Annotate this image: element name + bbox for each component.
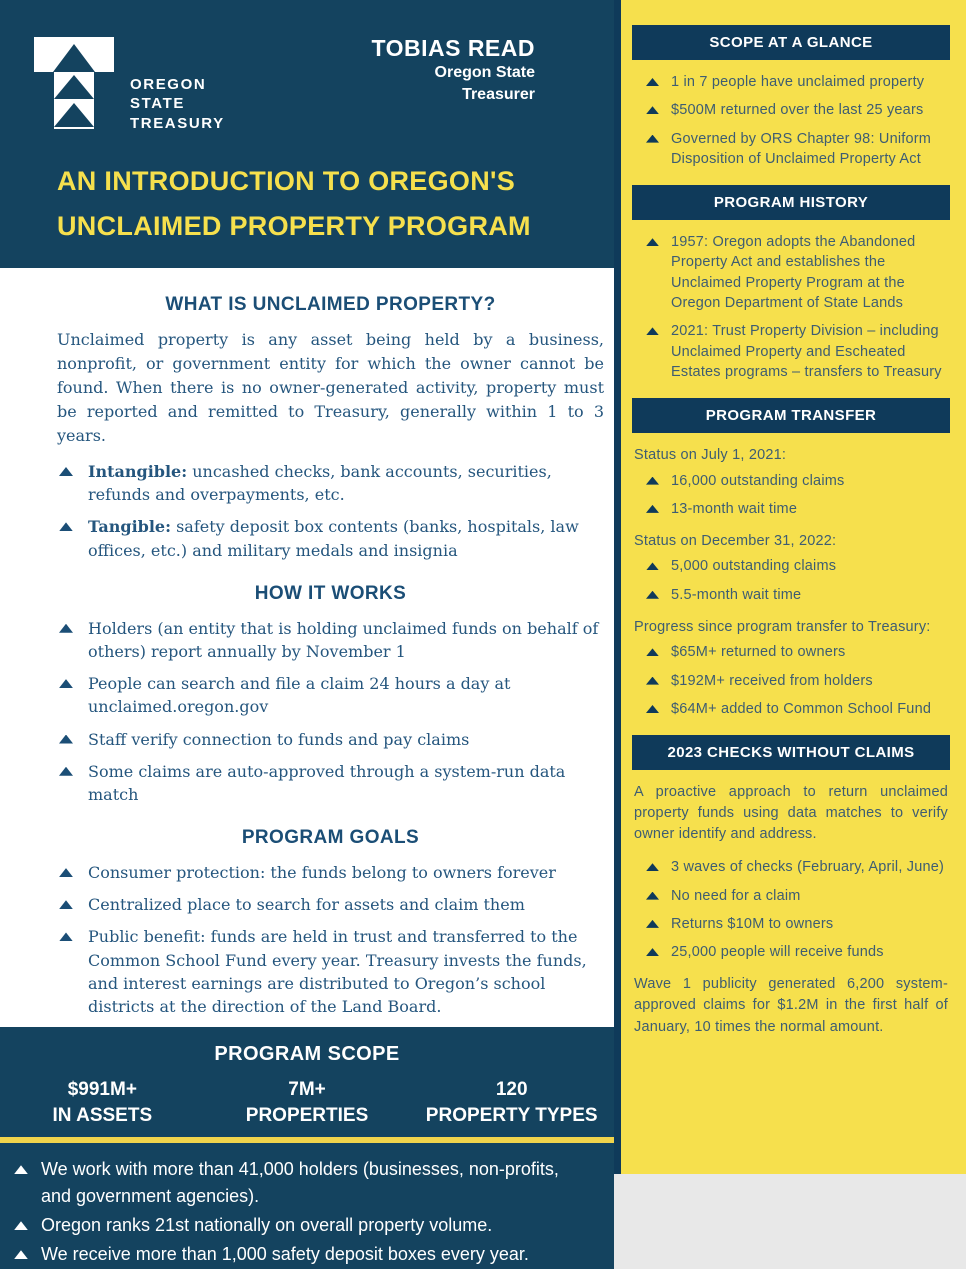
bullet-item	[59, 893, 604, 916]
section-program-goals	[57, 827, 604, 1018]
treasurer-title-line: Oregon State	[434, 64, 535, 81]
bullet-item	[632, 321, 950, 382]
status-label: Status on July 1, 2021:	[634, 447, 787, 464]
sidebar	[614, 0, 966, 1174]
bullet-text: 1 in 7 people have unclaimed property	[671, 74, 925, 90]
bullet-text: $500M returned over the last 25 years	[671, 102, 924, 119]
bullet-triangle-icon	[646, 863, 659, 871]
bullet-text: Holders (an entity that is holding unclaimed funds on behalf of others) report annually by November 1	[88, 618, 599, 661]
bullet-text: $64M+ added to Common School Fund	[671, 700, 932, 717]
page-title-line: UNCLAIMED PROPERTY PROGRAM	[57, 210, 531, 241]
bullet-item	[632, 100, 950, 120]
status-label: Status on December 31, 2022:	[634, 533, 837, 550]
bullet-triangle-icon	[59, 735, 73, 744]
section-outro: Wave 1 publicity generated 6,200 system-approved claims for $1.2M in the first half of January, 10 times the normal amount.	[634, 976, 948, 1035]
treasury-logo-icon	[34, 37, 114, 129]
bullet-text: $65M+ returned to owners	[671, 644, 846, 661]
bullet-triangle-icon	[646, 238, 659, 246]
bullet-text: 25,000 people will receive funds	[671, 944, 884, 961]
bullet-item	[59, 925, 604, 1018]
bullet-text: $192M+ received from holders	[671, 672, 873, 689]
bullet-text: Public benefit: funds are held in trust and transferred to the Common School Fund every year. Treasury invests the funds, and interest earnings are distributed to Oregon’s school districts at the direction of the Land Board.	[88, 927, 587, 1016]
section-heading: WHAT IS UNCLAIMED PROPERTY?	[165, 294, 496, 315]
bullet-text: 13-month wait time	[671, 500, 798, 517]
stat-label: PROPERTY TYPES	[425, 1104, 598, 1126]
bullet-item	[632, 129, 950, 170]
bullet-item	[632, 585, 950, 605]
intro-paragraph: Unclaimed property is any asset being held by a business, nonprofit, or government entity for which the owner cannot be found. When there is no owner-generated activity, property must be reported and remitted to Treasury, generally within 1 to 3 years.	[57, 330, 604, 445]
sidebar-section-header	[632, 398, 950, 433]
bullet-item	[632, 886, 950, 906]
bottom-facts-band	[0, 1143, 614, 1269]
bullet-text: Some claims are auto-approved through a system-run data match	[88, 761, 566, 804]
bullet-text: We work with more than 41,000 holders (businesses, non-profits, and government agencies).	[41, 1159, 559, 1207]
bullet-item	[632, 699, 950, 719]
sidebar-section-title: SCOPE AT A GLANCE	[709, 34, 873, 51]
bullet-item	[59, 728, 604, 751]
program-scope-band	[0, 1027, 614, 1137]
scope-stat	[0, 1077, 205, 1128]
bullet-triangle-icon	[646, 648, 659, 656]
bullet-triangle-icon	[646, 327, 659, 335]
bullet-triangle-icon	[59, 932, 73, 941]
bullet-triangle-icon	[14, 1165, 28, 1174]
stat-value: 120	[495, 1079, 528, 1101]
treasury-logo	[34, 37, 225, 132]
bullet-triangle-icon	[646, 505, 659, 513]
bullet-item	[59, 515, 604, 561]
bullet-item	[632, 857, 950, 877]
bullet-triangle-icon	[646, 591, 659, 599]
section-heading: HOW IT WORKS	[254, 582, 407, 604]
bullet-item	[632, 671, 950, 691]
bullet-text: 16,000 outstanding claims	[671, 472, 845, 489]
bullet-text: 5.5-month wait time	[671, 586, 802, 603]
bullet-item	[59, 460, 604, 506]
sidebar-section-title: PROGRAM TRANSFER	[705, 407, 877, 425]
treasurer-title-line: Treasurer	[462, 85, 535, 103]
bullet-triangle-icon	[646, 135, 659, 143]
sidebar-section-header	[632, 25, 950, 60]
bullet-triangle-icon	[59, 522, 73, 531]
bullet-item	[632, 471, 950, 491]
page-title	[57, 159, 594, 248]
bullet-list	[14, 1156, 590, 1268]
bullet-item	[14, 1212, 590, 1239]
bullet-lead: Tangible:	[88, 517, 171, 537]
bullet-triangle-icon	[646, 948, 659, 956]
bullet-item	[632, 499, 950, 519]
bullet-item	[632, 232, 950, 313]
bullet-triangle-icon	[14, 1250, 28, 1259]
bullet-text: 1957: Oregon adopts the Abandoned Property Act and establishes the Unclaimed Property Program at the Oregon Department of State Lands	[671, 234, 916, 312]
treasurer-block	[371, 35, 535, 105]
sidebar-section-title: 2023 CHECKS WITHOUT CLAIMS	[667, 744, 915, 762]
sidebar-section-header	[632, 185, 950, 220]
bullet-text: We receive more than 1,000 safety deposit boxes every year.	[41, 1244, 529, 1265]
bullet-text: 2021: Trust Property Division – including Unclaimed Property and Escheated Estates programs – transfers to Treasury	[671, 323, 942, 380]
bullet-text: Intangible: uncashed checks, bank accounts, securities, refunds and overpayments, etc.	[88, 462, 552, 505]
bullet-triangle-icon	[646, 562, 659, 570]
bullet-text: 3 waves of checks (February, April, June)	[671, 859, 945, 876]
bullet-triangle-icon	[59, 679, 73, 688]
header-top-row	[0, 0, 614, 132]
stat-label: PROPERTIES	[245, 1104, 369, 1126]
bullet-triangle-icon	[14, 1221, 28, 1230]
bullet-item	[632, 642, 950, 662]
sidebar-section-title: PROGRAM HISTORY	[713, 194, 869, 212]
bullet-text: No need for a claim	[671, 887, 801, 904]
bullet-text: Centralized place to search for assets and claim them	[88, 895, 525, 915]
bullet-text: 5,000 outstanding claims	[671, 558, 837, 575]
main-content	[0, 268, 614, 1027]
bullet-text: People can search and file a claim 24 hours a day at unclaimed.oregon.gov	[88, 674, 511, 717]
bullet-triangle-icon	[646, 677, 659, 685]
treasurer-name: TOBIAS READ	[371, 35, 535, 61]
bullet-item	[14, 1241, 590, 1268]
section-what-is-unclaimed-property	[57, 294, 604, 562]
scope-band-heading: PROGRAM SCOPE	[214, 1043, 400, 1066]
sidebar-section-header	[632, 735, 950, 770]
logo-text-line: STATE	[130, 95, 185, 112]
bullet-item	[59, 760, 604, 806]
section-how-it-works	[57, 583, 604, 806]
bullet-text: Governed by ORS Chapter 98: Uniform Disposition of Unclaimed Property Act	[671, 130, 932, 167]
bullet-text: Returns $10M to owners	[671, 915, 834, 932]
header	[0, 0, 614, 268]
page-title-line: AN INTRODUCTION TO OREGON'S	[57, 166, 516, 196]
stat-label: IN ASSETS	[52, 1104, 153, 1126]
scope-stat	[409, 1077, 614, 1128]
stat-value: 7M+	[288, 1079, 326, 1101]
scope-stat	[205, 1077, 410, 1128]
section-heading: PROGRAM GOALS	[241, 827, 420, 849]
bullet-triangle-icon	[646, 705, 659, 713]
bullet-triangle-icon	[646, 106, 659, 114]
stat-value: $991M+	[67, 1079, 137, 1101]
bullet-triangle-icon	[646, 920, 659, 928]
bullet-item	[632, 914, 950, 934]
bullet-triangle-icon	[646, 477, 659, 485]
bullet-triangle-icon	[59, 900, 73, 909]
bullet-item	[632, 942, 950, 962]
bullet-lead: Intangible:	[88, 462, 188, 481]
bullet-item	[59, 617, 604, 663]
bullet-text: Staff verify connection to funds and pay claims	[88, 729, 470, 749]
bullet-text: Tangible: safety deposit box contents (banks, hospitals, law offices, etc.) and military medals and insignia	[88, 517, 579, 560]
bullet-item	[14, 1156, 590, 1210]
bullet-item	[632, 556, 950, 576]
bullet-triangle-icon	[59, 624, 73, 633]
bullet-triangle-icon	[646, 892, 659, 900]
section-intro: A proactive approach to return unclaimed property funds using data matches to verify owner identify and address.	[634, 784, 948, 843]
bullet-list	[57, 460, 604, 562]
bullet-triangle-icon	[646, 78, 659, 86]
bullet-text: Consumer protection: the funds belong to owners forever	[88, 863, 556, 883]
status-label: Progress since program transfer to Treasury:	[634, 619, 931, 636]
scope-stats-row	[0, 1077, 614, 1128]
bullet-triangle-icon	[59, 767, 73, 776]
bullet-item	[59, 861, 604, 884]
bullet-item	[59, 672, 604, 718]
bullet-triangle-icon	[59, 467, 73, 476]
logo-text-line: TREASURY	[130, 114, 225, 132]
logo-text-line: OREGON	[130, 75, 207, 93]
treasury-logo-text	[130, 75, 225, 134]
bullet-list	[57, 617, 604, 806]
bullet-item	[632, 72, 950, 92]
bullet-triangle-icon	[59, 868, 73, 877]
bullet-text: Oregon ranks 21st nationally on overall property volume.	[41, 1215, 493, 1236]
bullet-list	[57, 861, 604, 1018]
